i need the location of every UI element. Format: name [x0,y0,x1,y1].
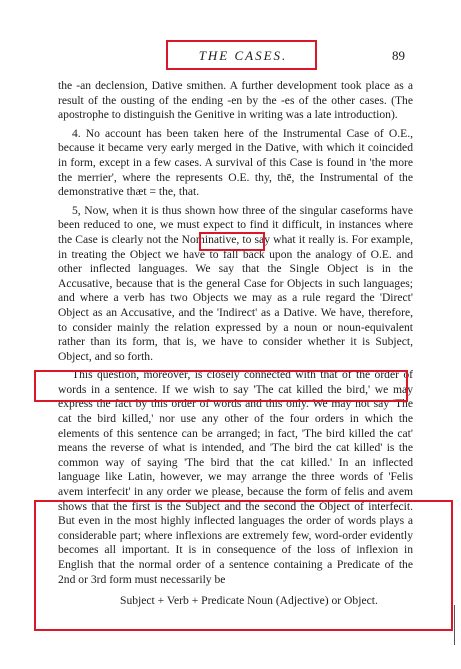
highlight-box-question [34,370,408,402]
paragraph-2: 4. No account has been taken here of the Instrumental Case of O.E., because it became very early merged in the Dative, with which it coincided in form, except in a few cases. A survival of this Case is found in 'the more the merrier', where the represents O.E. thy, thē, the Instrumental of the demonstrative thæt = the, that. [58,126,413,199]
margin-mark [454,605,455,645]
paragraph-4: This question, moreover, is closely connected with that of the order of words in a sentence. If we wish to say 'The cat killed the bird,' we may express the fact by this order of words and this only. We may not say 'The cat the bird killed,' nor use any other of the four orders in which the elements of this sentence can be arranged; in fact, 'The bird killed the cat' means the reverse of what is intended, and 'The bird the cat killed' is the common way of saying 'The bird that the cat killed.' In an inflected language like Latin, however, we may arrange the three words of 'Felis avem interfecit' in any order we please, because the form of felis and avem shows that the first is the Subject and the second the Object of interfecit. But even in the most highly inflected languages the order of words plays a considerable part; where inflexions are extremely few, word-order evidently becomes all important. It is in consequence of the loss of inflexion in English that the normal order of a sentence containing a Predicate of the 2nd or 3rd form must necessarily be [58,368,413,586]
highlight-box-case [199,232,265,251]
paragraph-1: the -an declension, Dative smithen. A further development took place as a result of the ousting of the ending -en by the -es of the other cases. (The apostrophe to distinguish the Genitive in writing was a late introduction). [58,79,413,122]
running-title: THE CASES. [198,48,288,63]
word-order-formula: Subject + Verb + Predicate Noun (Adjective) or Object. [120,594,378,607]
highlight-box-title [166,40,317,70]
page-number: 89 [392,48,405,63]
paragraph-3: 5, Now, when it is thus shown how three of the singular caseforms have been reduced to one, we must expect to find it difficult, in instances where the Case is clearly not the Nominative, to say what it really is. For example, in treating the Object we have to fall back upon the analogy of O.E. and other inflected languages. We say that the Single Object is in the Accusative, because that is the general Case for Objects in such languages; and where a verb has two Objects we may as a rule regard the 'Direct' Object as an Accusative, and the 'Indirect' as a Dative. We have, therefore, to consider mainly the relation expressed by a noun or noun-equivalent rather than its form, that is, we have to consider whether it is Subject, Object, and so forth. [58,203,413,363]
highlight-box-form [34,500,453,631]
